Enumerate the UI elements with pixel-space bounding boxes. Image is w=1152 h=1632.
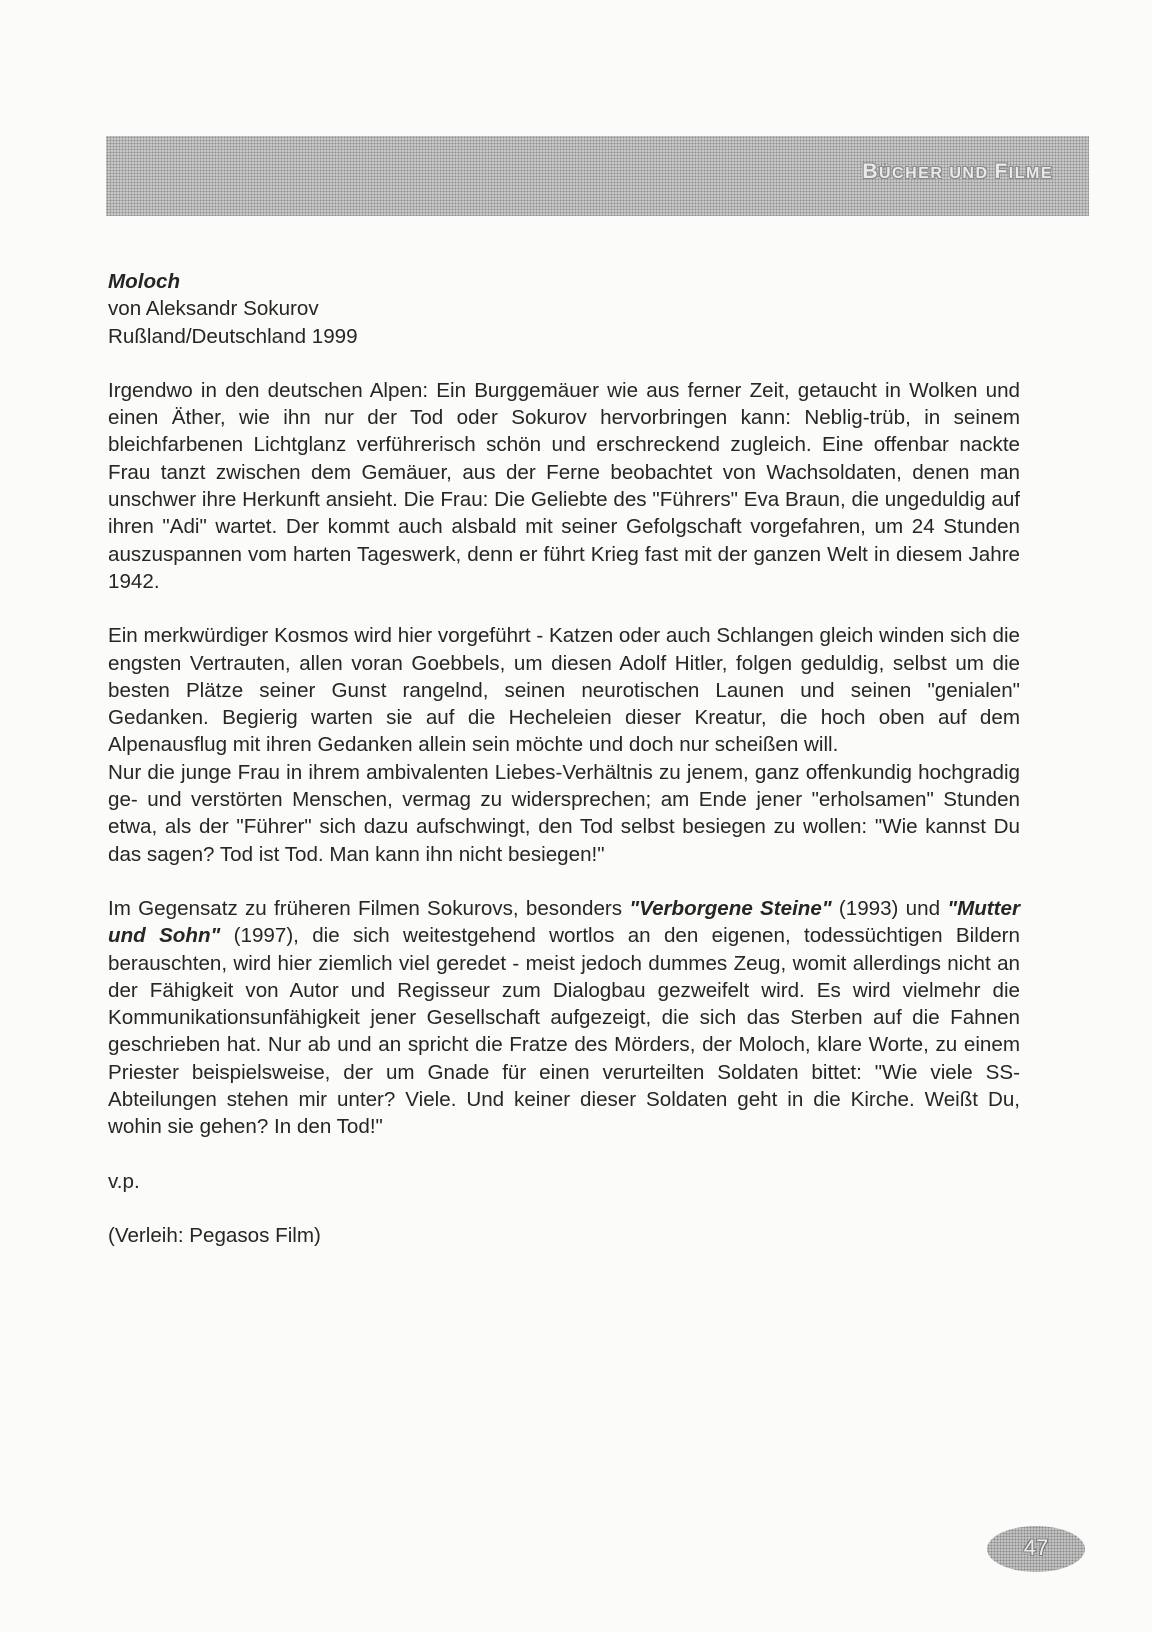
director-line: von Aleksandr Sokurov — [108, 297, 319, 321]
film-review-article — [108, 268, 1020, 1249]
review-paragraph-3: Nur die junge Frau in ihrem ambivalenten Liebes-Verhältnis zu jenem, ganz offenkundig hochgradig ge- und verstörten Menschen, vermag zu widersprechen; am Ende jener "erholsamen" Stunden etwa, als der "Führer" sich dazu aufschwingt, den Tod selbst besiegen zu wollen: "Wie kannst Du das sagen? Tod ist Tod. Man kann ihn nicht besiegen!" — [108, 760, 1020, 866]
paragraph-4-rest: (1997), die sich weitestgehend wortlos an den eigenen, todessüchtigen Bildern berauschten, wird hier ziemlich viel geredet - meist jedoch dummes Zeug, womit allerdings nicht an der Fähigkeit von Autor und Regisseur zum Dialogbau gezweifelt wird. Es wird vielmehr die Kommunikationsunfähigkeit jener Gesellschaft aufgezeigt, die sich das Sterben auf die Fahnen geschrieben hat. Nur ab und an spricht die Fratze des Mörders, der Moloch, klare Worte, zu einem Priester beispielsweise, der um Gnade für einen verurteilten Soldaten bittet: "Wie viele SS-Abteilungen stehen mir unter? Viele. Und keiner dieser Soldaten geht in die Kirche. Weißt Du, wohin sie gehen? In den Tod!" — [108, 924, 1020, 1139]
section-header-band — [106, 136, 1089, 216]
film-reference-mutter-und-sohn: "Mutter und Sohn" — [108, 896, 1020, 948]
review-paragraph-1: Irgendwo in den deutschen Alpen: Ein Burggemäuer wie aus ferner Zeit, getaucht in Wolken und einen Äther, wie ihn nur der Tod oder Sokurov hervorbringen kann: Neblig-trüb, in seinem bleichfarbenen Lichtglanz verführerisch schön und erschreckend zugleich. Eine offenbar nackte Frau tanzt zwischen dem Gemäuer, aus der Ferne beobachtet von Wachsoldaten, denen man unschwer ihre Herkunft ansieht. Die Frau: Die Geliebte des "Führers" Eva Braun, die ungeduldig auf ihren "Adi" wartet. Der kommt auch alsbald mit seiner Gefolgschaft vorgefahren, um 24 Stunden auszuspannen vom harten Tageswerk, denn er führt Krieg fast mit der ganzen Welt in diesem Jahre 1942. — [108, 378, 1020, 593]
section-label: BÜCHER UND FILME — [862, 160, 1053, 183]
page-number: 47 — [1023, 1535, 1049, 1560]
review-paragraph-2: Ein merkwürdiger Kosmos wird hier vorgeführt - Katzen oder auch Schlangen gleich winden sich die engsten Vertrauten, allen voran Goebbels, um diesen Adolf Hitler, folgen geduldig, selbst um die besten Plätze seiner Gunst rangelnd, seinen neurotischen Launen und seinen "genialen" Gedanken. Begierig warten sie auf die Hecheleien dieser Kreatur, die hoch oben auf dem Alpenausflug mit ihren Gedanken allein sein möchte und doch nur scheißen will. — [108, 624, 1020, 757]
origin-line: Rußland/Deutschland 1999 — [108, 324, 358, 348]
film-title: Moloch — [108, 270, 181, 293]
distributor-note: (Verleih: Pegasos Film) — [108, 1223, 321, 1247]
author-initials: v.p. — [108, 1169, 140, 1193]
film-reference-1-year: (1993) und — [831, 896, 948, 920]
page-number-badge — [987, 1526, 1085, 1572]
film-reference-verborgene-steine: "Verborgene Steine" — [629, 896, 832, 920]
review-paragraph-4 — [108, 895, 1020, 1141]
paragraph-4-intro: Im Gegensatz zu früheren Filmen Sokurovs, besonders — [108, 896, 630, 920]
